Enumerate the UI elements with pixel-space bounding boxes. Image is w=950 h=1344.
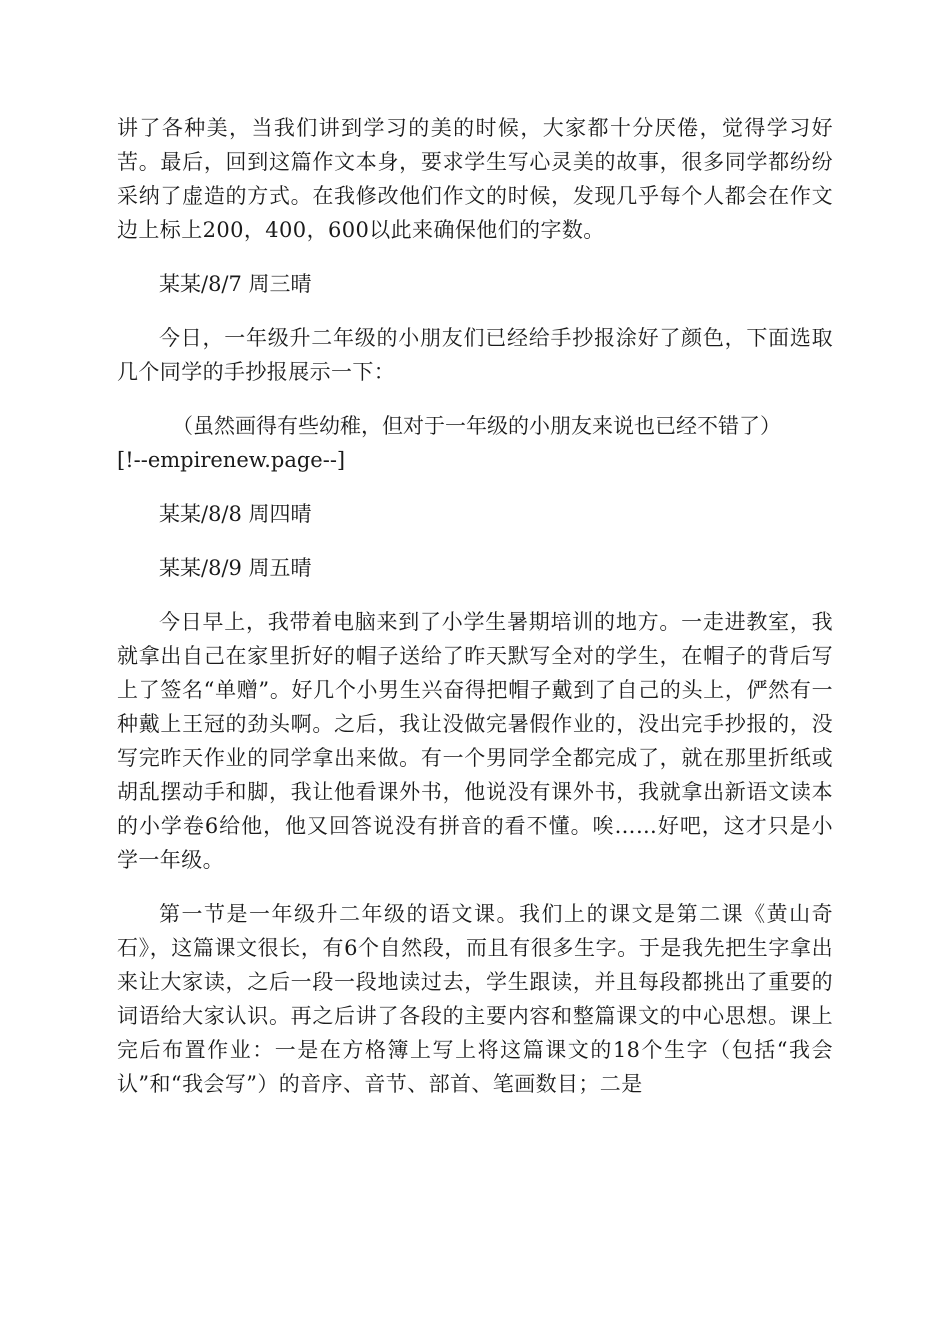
paragraph-morning-class: 今日早上，我带着电脑来到了小学生暑期培训的地方。一走进教室，我就拿出自己在家里折好的帽子送给了昨天默写全对的学生，在帽子的背后写上了签名“单赠”。好几个小男生兴奋得把帽子戴到了自己的头上，俨然有一种戴上王冠的劲头啊。之后，我让没做完暑假作业的，没出完手抄报的，没写完昨天作业的同学拿出来做。有一个男同学全都完成了，就在那里折纸或胡乱摆动手和脚，我让他看课外书，他说没有课外书，我就拿出新语文读本的小学卷6给他，他又回答说没有拼音的看不懂。唉……好吧，这才只是小学一年级。 bbox=[117, 610, 833, 872]
paragraph-continued: 讲了各种美，当我们讲到学习的美的时候，大家都十分厌倦，觉得学习好苦。最后，回到这篇作文本身，要求学生写心灵美的故事，很多同学都纷纷采纳了虚造的方式。在我修改他们作文的时候，发现几乎每个人都会在作文边上标上200，400，600以此来确保他们的字数。 bbox=[117, 116, 833, 242]
document-body bbox=[117, 111, 833, 1121]
note-block bbox=[117, 409, 833, 477]
diary-date-aug-8: 某某/8/8 周四晴 bbox=[159, 502, 312, 526]
page-break-marker: [!--empirenew.page--] bbox=[117, 448, 346, 472]
diary-date-aug-9: 某某/8/9 周五晴 bbox=[159, 556, 312, 580]
parenthetical-note: （虽然画得有些幼稚，但对于一年级的小朋友来说也已经不错了） bbox=[172, 414, 781, 438]
paragraph-handcopy-newspaper: 今日，一年级升二年级的小朋友们已经给手抄报涂好了颜色，下面选取几个同学的手抄报展示一下： bbox=[117, 326, 833, 384]
paragraph-chinese-lesson: 第一节是一年级升二年级的语文课。我们上的课文是第二课《黄山奇石》，这篇课文很长，有6个自然段，而且有很多生字。于是我先把生字拿出来让大家读，之后一段一段地读过去，学生跟读，并且每段都挑出了重要的词语给大家认识。再之后讲了各段的主要内容和整篇课文的中心思想。课上完后布置作业：一是在方格簿上写上将这篇课文的18个生字（包括“我会认”和“我会写”）的音序、音节、部首、笔画数目；二是 bbox=[117, 902, 833, 1096]
diary-date-aug-7: 某某/8/7 周三晴 bbox=[159, 272, 312, 296]
